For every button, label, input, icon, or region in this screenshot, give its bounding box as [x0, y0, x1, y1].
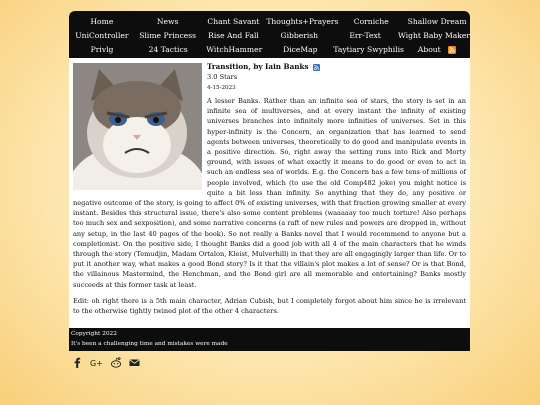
post-date: 4-15-2023	[207, 84, 236, 91]
footer-tagline: It's been a challenging time and mistakes were made	[71, 340, 228, 347]
nav-thoughts-prayers[interactable]: Thoughts+Prayers	[266, 16, 339, 26]
nav-row-3	[69, 42, 470, 56]
google-plus-icon[interactable]	[90, 357, 103, 368]
nav-about-group	[404, 45, 470, 54]
nav-24-tactics[interactable]: 24 Tactics	[148, 44, 188, 54]
post-edit-note: Edit: oh right there is a 5th main character, Adrian Cubish, but I completely forgot about him since he is irrelevant to the otherwise tightly twined plot of the other 4 characters.	[73, 296, 466, 316]
nav-unicontroller[interactable]: UniController	[75, 30, 129, 40]
post-body: A lesser Banks. Rather than an infinite sea of stars, the story is set in an infinite sea of multiverses, and at every instant the infinity of existing universes branches into infinitely more infinities of universes. Set in this hyper-infinity is the Concern, an organization that has learned to send agents between universes, theoretically to do good and manipulate events in a positive direction. So, right away the setting runs into Rick and Morty ground, with issues of what exactly it means to do good or even to act in such an endless sea of worlds. E.g. the Concern has a few tens of millions of people involved, which (to use the old Comp482 joke) you might notice is quite a bit less than infinity. So anything that they do, any positive or negative outcome of the story, is going to affect 0% of existing universes, with that fraction growing smaller at every instant. Besides this structural issue, there's also some content problems (waaaaay too much torture! Also perhaps too much sex and sexposition), and some narrative concerns (a raft of new rules and powers are dropped in, without any setup, in the last 40 pages of the book). So not really a Banks novel that I would recommend to anyone but a completionist. On the positive side, I thought Banks did a good job with all 4 of the main characters that he winds through the story (Temudjin, Madam Ortalon, Kleist, Mulverhill) in that they are all engagingly larger than life. Or to put it another way, what makes a good Bond story? Is it that the villain's plot makes a lot of sense? Or is that Bond, the villainous Mastermind, the Henchman, and the Bond girl are all memorable and entertaining? Banks mostly succeeds at this former task at least.	[73, 97, 466, 289]
nav-home[interactable]: Home	[90, 16, 114, 26]
nav-chant-savant[interactable]: Chant Savant	[207, 16, 260, 26]
nav-witchhammer[interactable]: WitchHammer	[206, 44, 263, 54]
nav-row-1	[69, 14, 470, 28]
nav-gibberish[interactable]: Gibberish	[280, 30, 319, 40]
nav-shallow-dream[interactable]: Shallow Dream	[407, 16, 467, 26]
nav-dicemap[interactable]: DiceMap	[283, 44, 318, 54]
rss-icon[interactable]	[313, 64, 320, 71]
main-nav	[69, 11, 470, 58]
nav-rise-and-fall[interactable]: Rise And Fall	[208, 30, 259, 40]
post-title: Transition, by Iain Banks	[207, 62, 309, 71]
nav-about[interactable]: About	[417, 44, 441, 54]
page-wrapper	[69, 11, 470, 374]
email-icon[interactable]	[129, 357, 140, 368]
grumpy-cat-photo	[73, 63, 202, 190]
nav-wight-baby-maker[interactable]: Wight Baby Maker	[397, 30, 471, 40]
svg-text:G+: G+	[90, 359, 103, 368]
nav-news[interactable]: News	[156, 16, 179, 26]
post-content	[69, 58, 470, 328]
facebook-icon[interactable]	[72, 357, 83, 368]
nav-err-text[interactable]: Err-Text	[349, 30, 381, 40]
cat-illustration	[73, 63, 202, 190]
nav-taytiary-swyphilis[interactable]: Taytiary Swyphilis	[333, 44, 404, 54]
footer	[69, 328, 470, 351]
nav-privlg[interactable]: Privlg	[90, 44, 114, 54]
reddit-icon[interactable]	[110, 357, 122, 368]
nav-corniche[interactable]: Corniche	[353, 16, 389, 26]
share-bar	[69, 351, 470, 374]
rss-icon[interactable]	[448, 46, 456, 54]
footer-copyright: Copyright 2022	[71, 331, 117, 337]
post-rating: 3.0 Stars	[207, 73, 238, 81]
nav-row-2	[69, 28, 470, 42]
nav-slime-princess[interactable]: Slime Princess	[139, 30, 197, 40]
